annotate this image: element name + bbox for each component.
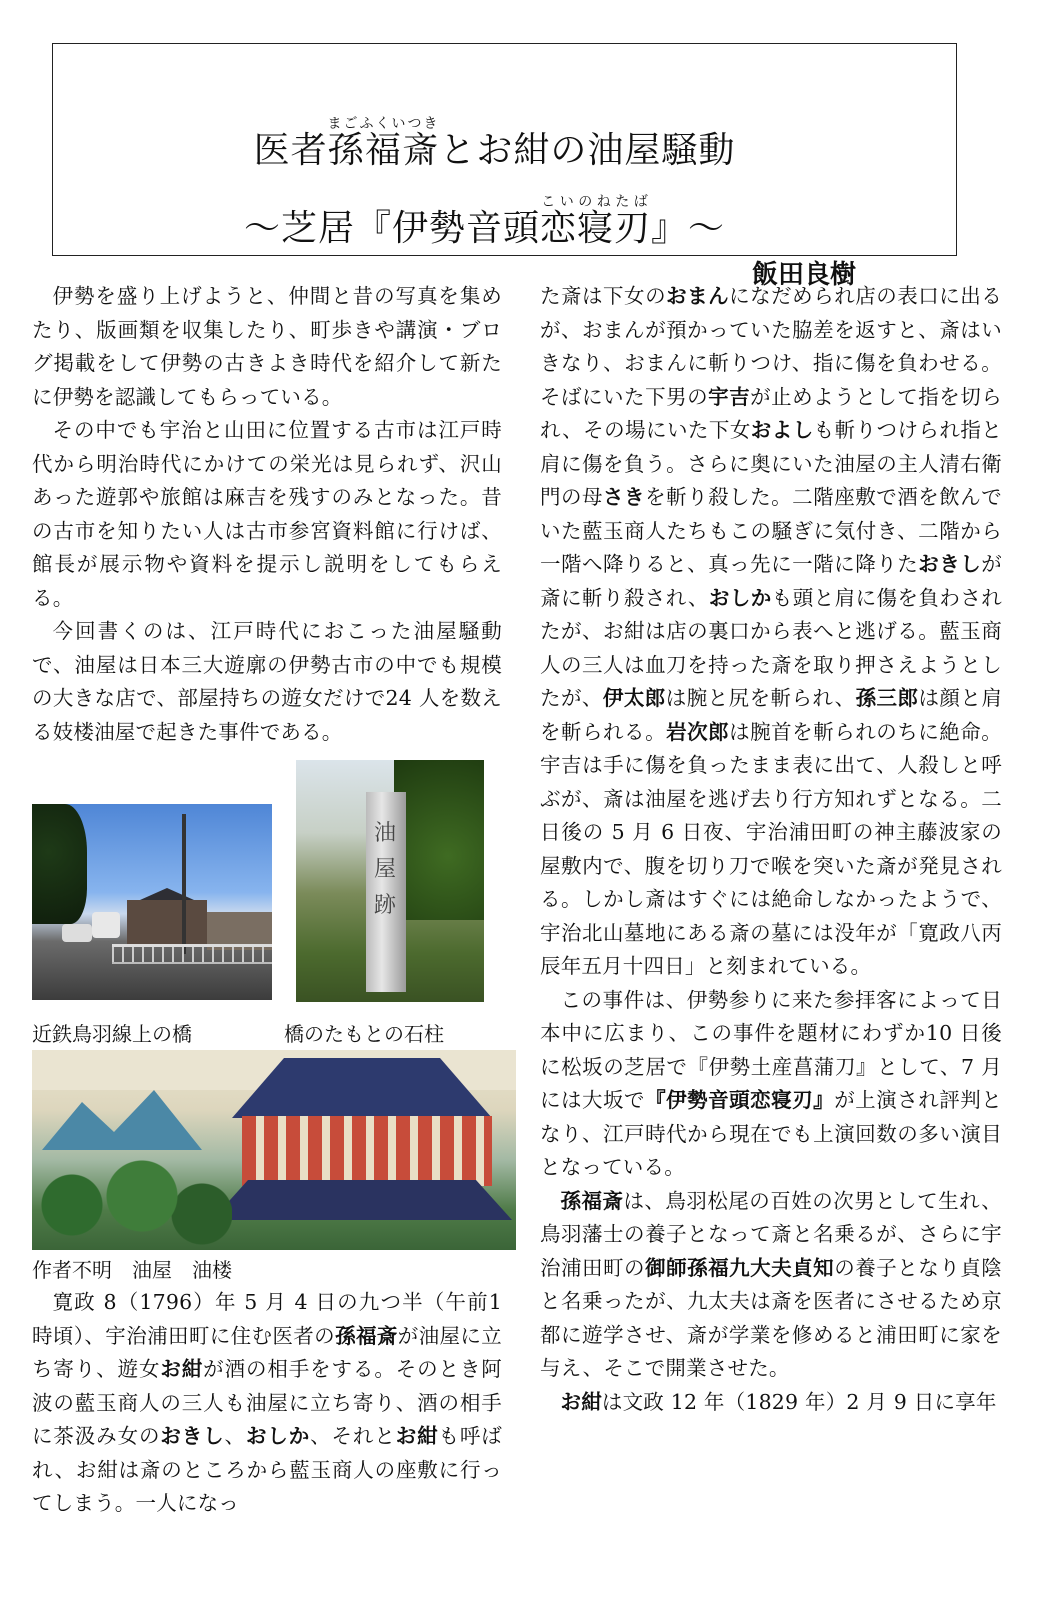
caption-photo3: 作者不明 油屋 油楼 (32, 1258, 232, 1282)
name-bold: おまん (666, 284, 730, 308)
right-column (540, 280, 1002, 1419)
title-text: 医者 (253, 130, 328, 171)
name-bold: およし (750, 418, 814, 442)
print-lower-roof (212, 1180, 512, 1220)
text: を斬り殺した。二階座敷で酒を飲んでいた藍玉商人たちもこの騒ぎに気付き、二階から一階へ降りると、真っ先に一階に降りた (540, 485, 1002, 576)
text: が酒の相手をする。そのとき阿波の藍玉商人の三人も油屋に立ち寄り、酒の相手に茶汲み女の (32, 1357, 502, 1448)
photo-bridge (32, 804, 272, 1000)
name-bold: 孫三郎 (855, 686, 919, 710)
photo-railing (112, 944, 272, 964)
name-bold: 岩次郎 (666, 719, 730, 744)
paragraph: その中でも宇治と山田に位置する古市は江戸時代から明治時代にかけての栄光は見られず、沢山あった遊郭や旅館は麻吉を残すのみとなった。昔の古市を知りたい人は古市参宮資料館に行けば、館長が展示物や資料を提示し説明をしてもらえる。 (32, 418, 502, 610)
paragraph: 今回書くのは、江戸時代におこった油屋騒動で、油屋は日本三大遊廓の伊勢古市の中でも規模の大きな店で、部屋持ちの遊女だけで24 人を数える妓楼油屋で起きた事件である。 (32, 619, 502, 744)
paragraph (540, 984, 1002, 1185)
text: が止めようとして指を切られ、その場にいた下女 (540, 384, 1002, 442)
caption-photo2: 橋のたもとの石柱 (284, 1022, 444, 1046)
paragraph (540, 280, 1002, 984)
text: も斬りつけられ指と肩に傷を負う。さらに奥にいた油屋の主人清右衛門の母 (540, 418, 1002, 509)
title-text: ～芝居『伊勢音頭 (243, 208, 540, 249)
paragraph (32, 1286, 502, 1521)
title-box (52, 43, 957, 290)
print-trees (32, 1160, 232, 1250)
text: も呼ばれ、お紺は斎のところから藍玉商人の座敷に行ってしまう。一人になっ (32, 1424, 503, 1515)
title-text: 』～ (651, 208, 726, 249)
title-line-2 (33, 194, 936, 250)
name-bold: お紺 (395, 1424, 439, 1448)
name-bold: お紺 (560, 1389, 602, 1414)
name-bold: おきし (918, 552, 982, 576)
text: が斎に斬り殺され、 (540, 552, 1002, 610)
author-name: 飯田良樹 (751, 260, 856, 290)
name-bold: 伊太郎 (602, 686, 666, 710)
text: た斎は下女の (540, 284, 667, 308)
text: この事件は、伊勢参りに来た参拝客によって日本中に広まり、この事件を題材にわずか10 日後に松坂の芝居で『伊勢土産菖蒲刀』として、7 月には大坂で (540, 987, 1002, 1112)
name-bold: 孫福斎 (335, 1323, 398, 1348)
text: になだめられ店の表口に出るが、おまんが預かっていた脇差を返すと、斎はいきなり、おまんに斬りつけ、指に傷を負わせる。そばにいた下男の (540, 284, 1002, 409)
photo-stone-pillar (296, 760, 484, 1002)
photo-house (127, 900, 207, 946)
text: は、鳥羽松尾の百姓の次男として生れ、鳥羽藩士の養子となって斎と名乗るが、さらに宇治浦田町の (540, 1188, 1002, 1280)
ruby-reading: こいのねたば (539, 194, 651, 210)
paragraph (540, 1386, 1002, 1420)
photo-pole (182, 814, 186, 954)
ruby-base: 孫福斎 (327, 130, 440, 171)
pillar-char: 油 (374, 821, 397, 846)
photo-car (62, 924, 92, 942)
text: も頭と肩に傷を負わされたが、お紺は店の裏口から表へと逃げる。藍玉商人の三人は血刀を持った斎を取り押さえようとしたが、 (540, 585, 1002, 710)
text: 寛政 8（1796）年 5 月 4 日の九つ半（午前1 時頃）、宇治浦田町に住む医者の (32, 1290, 502, 1348)
title-text: とお紺の油屋騒動 (439, 130, 736, 171)
text: は文政 12 年（1829 年）2 月 9 日に享年 (601, 1389, 997, 1414)
name-bold: お紺 (160, 1357, 204, 1381)
paragraph (540, 1185, 1002, 1386)
play-title-bold: 『伊勢音頭恋寝刃』 (645, 1088, 835, 1112)
photo-tree (394, 760, 484, 920)
name-bold: さき (603, 485, 646, 509)
text: 、それと (310, 1424, 396, 1448)
text: は腕と尻を斬られ、 (665, 686, 856, 710)
ruby-koinonetaba (539, 194, 651, 249)
print-building (242, 1116, 492, 1186)
ruby-magofuku (327, 116, 440, 171)
ruby-reading: まごふくいつき (327, 116, 440, 132)
text: の養子となり貞陰と名乗ったが、九太夫は斎を医者にさせるため京都に遊学させ、斎が学業を修めると浦田町に家を与え、そこで開業させた。 (540, 1255, 1002, 1380)
photo-car (92, 912, 120, 938)
woodblock-print (32, 1050, 516, 1250)
name-bold: 宇吉 (708, 384, 751, 409)
left-column-top (32, 280, 502, 749)
text: が上演され評判となり、江戸時代から現在でも上演回数の多い演目となっている。 (540, 1088, 1002, 1179)
title-line-1 (43, 116, 946, 172)
name-bold: 孫福斎 (560, 1188, 624, 1213)
print-mountains (42, 1090, 202, 1150)
name-bold: おしか (708, 585, 772, 610)
photo-tree (32, 804, 87, 924)
pillar-char: 跡 (374, 893, 397, 918)
text: が油屋に立ち寄り、遊女 (32, 1323, 503, 1381)
name-bold: おしか (245, 1424, 311, 1448)
pillar-char: 屋 (374, 857, 397, 882)
text: は腕首を斬られのちに絶命。宇吉は手に傷を負ったまま表に出て、人殺しと呼ぶが、斎は油屋を逃げ去り行方知れずとなる。二日後の 5 月 6 日夜、宇治浦田町の神主藤波家の屋敷内で、腹を切り刀で喉を突いた斎が発見される。しかし斎はすぐには絶命しなかったようで、宇治北山墓地にある斎の墓には没年が「寛政八丙辰年五月十四日」と刻まれている。 (540, 719, 1002, 978)
left-column-bottom (32, 1286, 502, 1521)
text: 、 (224, 1424, 246, 1448)
name-bold: 御師孫福九大夫貞知 (645, 1255, 835, 1280)
caption-photo1: 近鉄鳥羽線上の橋 (32, 1022, 192, 1046)
paragraph: 伊勢を盛り上げようと、仲間と昔の写真を集めたり、版画類を収集したり、町歩きや講演・ブログ掲載をして伊勢の古きよき時代を紹介して新たに伊勢を認識してもらっている。 (32, 284, 502, 409)
text: は顔と肩を斬られる。 (540, 686, 1003, 744)
ruby-base: 恋寝刃 (539, 208, 651, 249)
name-bold: おきし (160, 1424, 225, 1448)
